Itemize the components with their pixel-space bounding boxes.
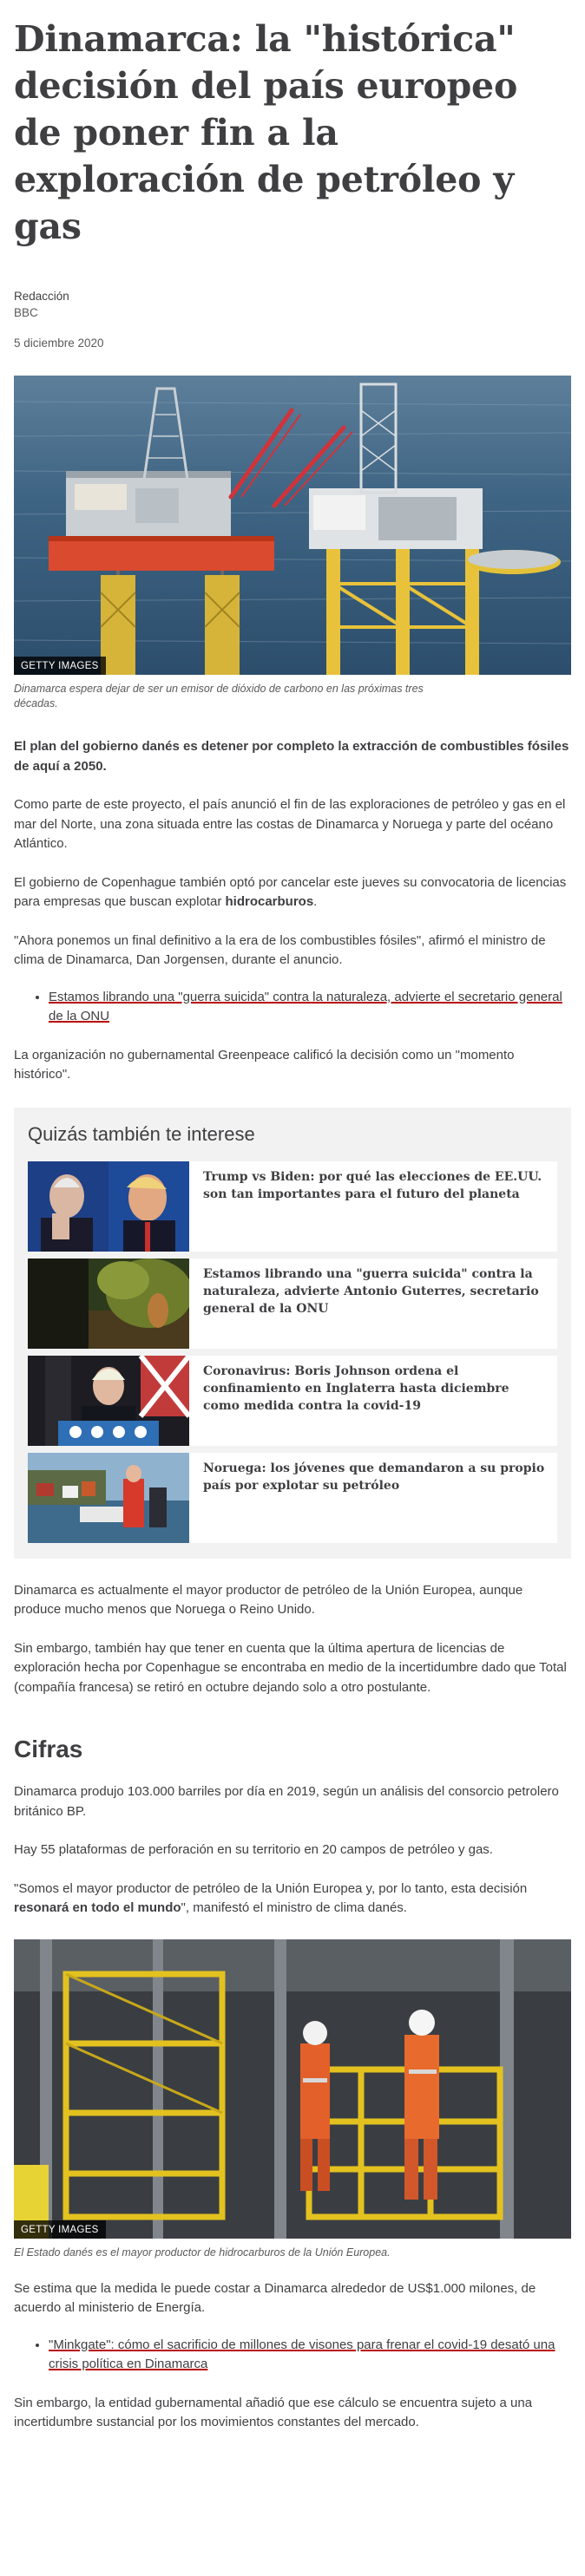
inline-article-link[interactable]: Estamos librando una "guerra suicida" contra la naturaleza, advierte el secretario general de la ONU: [49, 989, 562, 1023]
paragraph: "Ahora ponemos un final definitivo a la era de los combustibles fósiles", afirmó el ministro de clima de Dinamarca, Dan Jorgensen, durante el anuncio.: [14, 932, 546, 967]
related-card[interactable]: [28, 1356, 557, 1446]
list-item: [49, 2336, 571, 2375]
related-title: Coronavirus: Boris Johnson ordena el confinamiento en Inglaterra hasta diciembre como medida contra la covid-19: [203, 1363, 509, 1413]
headline: Dinamarca: la "histórica" decisión del país europeo de poner fin a la exploración de petróleo y gas: [14, 18, 518, 247]
photo-caption: El Estado danés es el mayor productor de hidrocarburos de la Unión Europea.: [14, 2246, 391, 2259]
lead-figure: [14, 376, 571, 711]
second-figure: [14, 1939, 571, 2260]
paragraph: La organización no gubernamental Greenpeace calificó la decisión como un "momento histórico".: [14, 1047, 515, 1082]
list-item: [49, 988, 571, 1027]
related-thumbnail: [28, 1453, 189, 1543]
paragraph-text: "Somos el mayor productor de petróleo de la Unión Europea y, por lo tanto, esta decisión: [14, 1880, 528, 1896]
related-link-list: [14, 988, 571, 1027]
oil-rig-photo: [14, 376, 571, 675]
related-link-list: [14, 2336, 571, 2375]
related-card[interactable]: [28, 1161, 557, 1252]
section-heading: Cifras: [14, 1736, 83, 1762]
paragraph: Se estima que la medida le puede costar a Dinamarca alrededor de US$1.000 milones, de acuerdo al ministerio de Energía.: [14, 2280, 536, 2315]
platform-workers-photo: [14, 1939, 571, 2239]
related-title: Noruega: los jóvenes que demandaron a su propio país por explotar su petróleo: [203, 1461, 545, 1493]
byline: [14, 288, 571, 321]
paragraph: Como parte de este proyecto, el país anunció el fin de las exploraciones de petróleo y gas en el mar del Norte, una zona situada entre las costas de Dinamarca y Noruega y parte del océano Atlántico.: [14, 797, 566, 851]
paragraph-text: ", manifestó el ministro de clima danés.: [181, 1900, 407, 1915]
bold-text: resonará en todo el mundo: [14, 1900, 181, 1915]
publish-date: 5 diciembre 2020: [14, 337, 104, 350]
related-card[interactable]: [28, 1259, 557, 1349]
author-name: Redacción: [14, 290, 69, 303]
inline-article-link[interactable]: "Minkgate": cómo el sacrificio de millones de visones para frenar el covid-19 desató una crisis política en Dinamarca: [49, 2337, 555, 2371]
paragraph: [14, 1880, 571, 1919]
related-articles: [14, 1108, 571, 1559]
related-thumbnail: [28, 1161, 189, 1252]
related-thumbnail: [28, 1356, 189, 1446]
photo-credit: GETTY IMAGES: [14, 2220, 106, 2239]
page-bottom-spacer: [14, 2433, 571, 2459]
related-thumbnail: [28, 1259, 189, 1349]
related-card[interactable]: [28, 1453, 557, 1543]
paragraph-text: El gobierno de Copenhague también optó por cancelar este jueves su convocatoria de licencias para empresas que buscan explotar: [14, 874, 567, 909]
paragraph: Hay 55 plataformas de perforación en su territorio en 20 campos de petróleo y gas.: [14, 1842, 493, 1857]
author-organization: BBC: [14, 306, 38, 319]
related-title: Trump vs Biden: por qué las elecciones de EE.UU. son tan importantes para el futuro del planeta: [203, 1169, 542, 1201]
lead-paragraph: [14, 737, 571, 776]
paragraph: [14, 873, 571, 912]
paragraph: Dinamarca produjo 103.000 barriles por día en 2019, según un análisis del consorcio petrolero británico BP.: [14, 1784, 559, 1819]
related-title: Estamos librando una "guerra suicida" contra la naturaleza, advierte Antonio Guterres, secretario general de la ONU: [203, 1266, 539, 1316]
related-heading: Quizás también te interese: [28, 1122, 255, 1145]
lead-text: El plan del gobierno danés es detener por completo la extracción de combustibles fósiles de aquí a 2050.: [14, 739, 569, 774]
bold-text: hidrocarburos: [225, 894, 314, 909]
paragraph-text: .: [313, 894, 318, 909]
paragraph: Dinamarca es actualmente el mayor productor de petróleo de la Unión Europea, aunque produce mucho menos que Noruega o Reino Unido.: [14, 1582, 523, 1617]
paragraph: Sin embargo, la entidad gubernamental añadió que ese cálculo se encuentra sujeto a una incertidumbre sustancial por los movimientos constantes del mercado.: [14, 2395, 533, 2429]
photo-caption: Dinamarca espera dejar de ser un emisor de dióxido de carbono en las próximas tres décadas.: [14, 683, 424, 709]
paragraph: Sin embargo, también hay que tener en cuenta que la última apertura de licencias de exploración hecha por Copenhague se encontraba en medio de la incertidumbre dado que Total (compañía francesa) se retiró en octubre dejando solo a otro postulante.: [14, 1640, 567, 1695]
photo-credit: GETTY IMAGES: [14, 657, 106, 675]
